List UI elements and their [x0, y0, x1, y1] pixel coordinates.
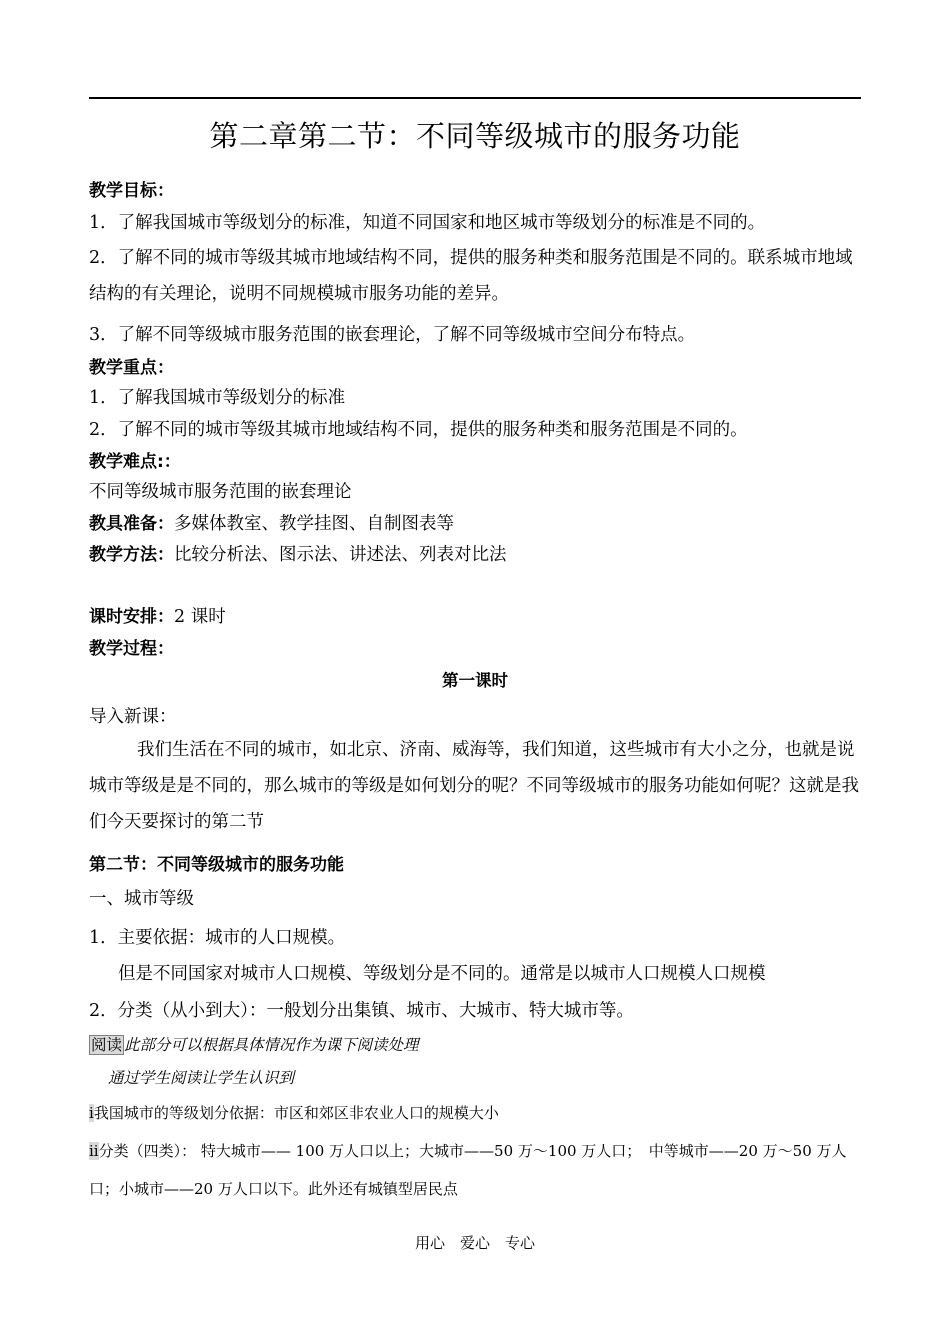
tools-line	[89, 509, 454, 535]
page-title: 第二章第二节：不同等级城市的服务功能	[209, 119, 741, 153]
goal-3: 3．了解不同等级城市服务范围的嵌套理论，了解不同等级城市空间分布特点。	[89, 325, 696, 345]
reading-item-ii	[89, 1132, 861, 1208]
lesson-heading: 第一课时	[442, 671, 508, 690]
key-heading: 教学重点：	[89, 358, 174, 378]
roman-ii-marker: ii	[89, 1142, 99, 1160]
method-text: 比较分析法、图示法、讲述法、列表对比法	[174, 545, 507, 565]
header-rule	[89, 97, 861, 99]
subsection-1: 一、城市等级	[89, 889, 194, 909]
difficulty-text: 不同等级城市服务范围的嵌套理论	[89, 482, 352, 502]
method-line	[89, 540, 507, 566]
reading-text: 此部分可以根据具体情况作为课下阅读处理	[124, 1036, 419, 1054]
key-1: 1．了解我国城市等级划分的标准	[89, 388, 346, 408]
goal-2: 2．了解不同的城市等级其城市地域结构不同，提供的服务种类和服务范围是不同的。联系城市地域结构的有关理论，说明不同规模城市服务功能的差异。	[89, 248, 853, 304]
tools-text: 多媒体教室、教学挂图、自制图表等	[174, 514, 454, 534]
section-heading: 第二节：不同等级城市的服务功能	[89, 855, 344, 875]
reading-line	[89, 1033, 419, 1055]
goal-1: 1．了解我国城市等级划分的标准，知道不同国家和地区城市等级划分的标准是不同的。	[89, 213, 766, 233]
item-2: 2．分类（从小到大）：一般划分出集镇、城市、大城市、特大城市等。	[89, 1001, 634, 1021]
reading-tag: 阅读	[91, 1036, 123, 1054]
method-label: 教学方法：	[89, 545, 174, 565]
difficulty-heading: 教学难点:：	[89, 452, 181, 472]
page-footer: 用心 爱心 专心	[414, 1234, 535, 1252]
item-1: 1．主要依据：城市的人口规模。	[89, 928, 346, 948]
intro-paragraph: 我们生活在不同的城市，如北京、济南、威海等，我们知道，这些城市有大小之分，也就是说城市等级是是不同的，那么城市的等级是如何划分的呢？不同等级城市的服务功能如何呢？这就是我们今天要探讨的第二节	[89, 740, 859, 832]
reading-item-i-text: 我国城市的等级划分依据：市区和郊区非农业人口的规模大小	[93, 1104, 499, 1122]
reading-line-2: 通过学生阅读让学生认识到	[108, 1069, 295, 1087]
intro-label: 导入新课：	[89, 707, 177, 727]
roman-i-marker: i	[89, 1104, 94, 1122]
hours-label: 课时安排：	[89, 607, 174, 627]
process-heading: 教学过程：	[89, 639, 174, 659]
reading-item-ii-text: 分类（四类）： 特大城市—— 100 万人口以上；大城市——50 万～100 万人口； 中等城市——20 万～50 万人口；小城市——20 万人口以下。此外还有城镇型居民点	[89, 1142, 847, 1198]
goals-heading: 教学目标：	[89, 181, 174, 201]
item-1-note: 但是不同国家对城市人口规模、等级划分是不同的。通常是以城市人口规模人口规模	[118, 964, 766, 984]
hours-line	[89, 602, 226, 628]
key-2: 2．了解不同的城市等级其城市地域结构不同，提供的服务种类和服务范围是不同的。	[89, 420, 748, 440]
reading-item-i	[89, 1102, 499, 1123]
hours-text: 2 课时	[174, 607, 226, 627]
tools-label: 教具准备：	[89, 514, 174, 534]
